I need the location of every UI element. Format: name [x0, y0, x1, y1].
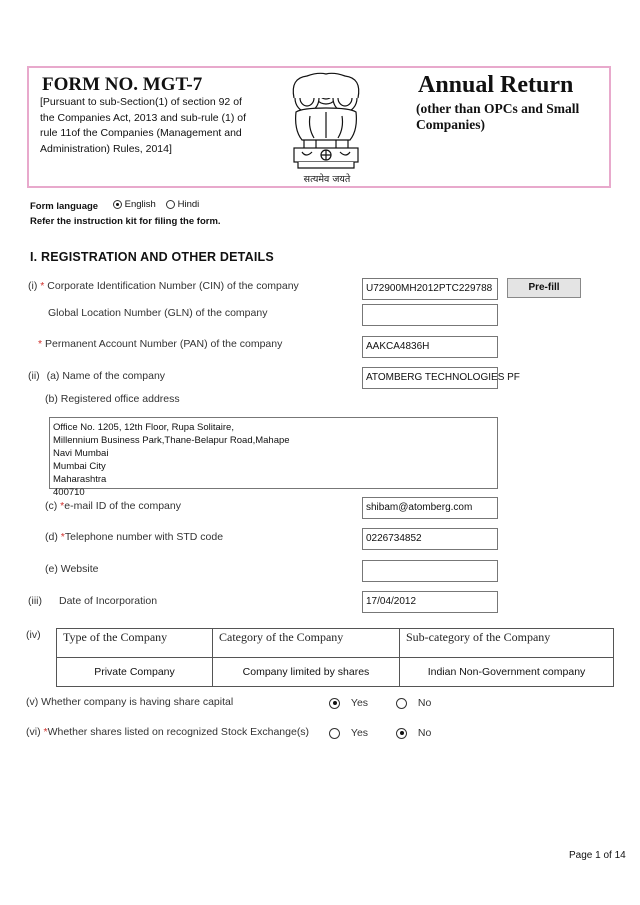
legal-reference-line: the Companies Act, 2013 and sub-rule (1) of [40, 111, 247, 124]
listed-no-option[interactable] [396, 727, 431, 739]
company-type-value[interactable]: Private Company [57, 658, 213, 687]
company-type-item-number: (iv) [26, 629, 41, 641]
required-star-icon: * [38, 338, 43, 350]
registered-office-label: (b) Registered office address [45, 393, 180, 405]
address-line: Navi Mumbai [53, 448, 109, 459]
address-line: Mumbai City [53, 461, 106, 472]
legal-reference-line: Administration) Rules, 2014] [40, 142, 172, 155]
listed-yes-option[interactable] [329, 727, 368, 739]
radio-selected-icon[interactable] [396, 728, 407, 739]
company-name-label [28, 370, 165, 382]
item-letter: (c) [45, 500, 58, 512]
radio-unselected-icon[interactable] [166, 200, 175, 209]
national-emblem-icon [280, 68, 372, 186]
listed-yes-label: Yes [350, 727, 369, 740]
address-line: Millennium Business Park,Thane-Belapur Road,Mahape [53, 435, 290, 446]
website-field[interactable] [362, 560, 498, 582]
form-subtitle: (other than OPCs and Small Companies) [416, 101, 580, 132]
listed-no-label: No [417, 727, 432, 740]
share-capital-yes-option[interactable] [329, 697, 368, 709]
radio-selected-icon[interactable] [329, 698, 340, 709]
address-line: Maharashtra [53, 474, 107, 485]
listed-shares-label-text: Whether shares listed on recognized Stock Exchange(s) [47, 726, 310, 738]
item-letter: (d) [45, 531, 58, 543]
required-star-icon: * [40, 280, 45, 292]
telephone-label [45, 531, 223, 543]
radio-unselected-icon[interactable] [329, 728, 340, 739]
form-language-label: Form language [30, 201, 99, 212]
gln-label: Global Location Number (GLN) of the company [48, 307, 268, 319]
form-number: FORM NO. MGT-7 [42, 74, 203, 95]
company-subcategory-value[interactable]: Indian Non-Government company [400, 658, 614, 687]
incorporation-label: Date of Incorporation [59, 595, 158, 607]
company-name-label-text: (a) Name of the company [46, 370, 166, 382]
item-number: (ii) [28, 370, 40, 382]
listed-shares-label [26, 726, 309, 738]
emblem-motto: सत्यमेव जयते [303, 174, 351, 185]
telephone-label-text: Telephone number with STD code [64, 531, 224, 543]
prefill-button[interactable]: Pre-fill [507, 278, 581, 298]
required-star-icon: * [60, 500, 65, 512]
address-line: 400710 [53, 487, 85, 498]
email-label-text: e-mail ID of the company [64, 500, 181, 512]
share-capital-label: (v) Whether company is having share capital [26, 696, 234, 708]
table-header-row [57, 629, 614, 658]
radio-unselected-icon[interactable] [396, 698, 407, 709]
registered-office-address-field[interactable] [49, 417, 498, 498]
language-english-option[interactable] [113, 199, 156, 210]
email-field[interactable]: shibam@atomberg.com [362, 497, 498, 519]
cin-field[interactable]: U72900MH2012PTC229788 [362, 278, 498, 300]
category-header: Category of the Company [213, 629, 400, 658]
cin-label-text: Corporate Identification Number (CIN) of the company [47, 280, 299, 292]
share-capital-no-option[interactable] [396, 697, 431, 709]
table-row [57, 658, 614, 687]
pan-field[interactable]: AAKCA4836H [362, 336, 498, 358]
address-line: Office No. 1205, 12th Floor, Rupa Solitaire, [53, 422, 234, 433]
telephone-field[interactable]: 0226734852 [362, 528, 498, 550]
section-title: I. REGISTRATION AND OTHER DETAILS [30, 250, 274, 264]
gln-field[interactable] [362, 304, 498, 326]
language-hindi-label: Hindi [177, 199, 200, 210]
incorporation-date-field[interactable]: 17/04/2012 [362, 591, 498, 613]
type-header: Type of the Company [57, 629, 213, 658]
item-number: (vi) [26, 726, 41, 738]
company-type-table [56, 628, 614, 687]
incorporation-item-number: (iii) [28, 595, 42, 607]
form-title: Annual Return [418, 72, 574, 98]
share-capital-yes-label: Yes [350, 697, 369, 710]
page-number: Page 1 of 14 [569, 850, 626, 861]
pan-label-text: Permanent Account Number (PAN) of the company [45, 338, 283, 350]
language-hindi-option[interactable] [166, 199, 199, 210]
item-number: (i) [28, 280, 38, 292]
company-category-value[interactable]: Company limited by shares [213, 658, 400, 687]
subcategory-header: Sub-category of the Company [400, 629, 614, 658]
legal-reference-line: [Pursuant to sub-Section(1) of section 92 of [40, 96, 242, 108]
share-capital-no-label: No [417, 697, 432, 710]
required-star-icon: * [60, 531, 65, 543]
cin-label [28, 280, 299, 292]
language-english-label: English [124, 199, 156, 210]
company-name-field[interactable]: ATOMBERG TECHNOLOGIES PF [362, 367, 498, 389]
website-label: (e) Website [45, 563, 99, 575]
pan-label [38, 338, 282, 350]
form-legal-reference [40, 95, 258, 157]
email-label [45, 500, 181, 512]
legal-reference-line: rule 11of the Companies (Management and [40, 127, 242, 139]
radio-selected-icon[interactable] [113, 200, 122, 209]
instruction-kit-note: Refer the instruction kit for filing the form. [30, 216, 221, 227]
required-star-icon: * [43, 726, 48, 738]
